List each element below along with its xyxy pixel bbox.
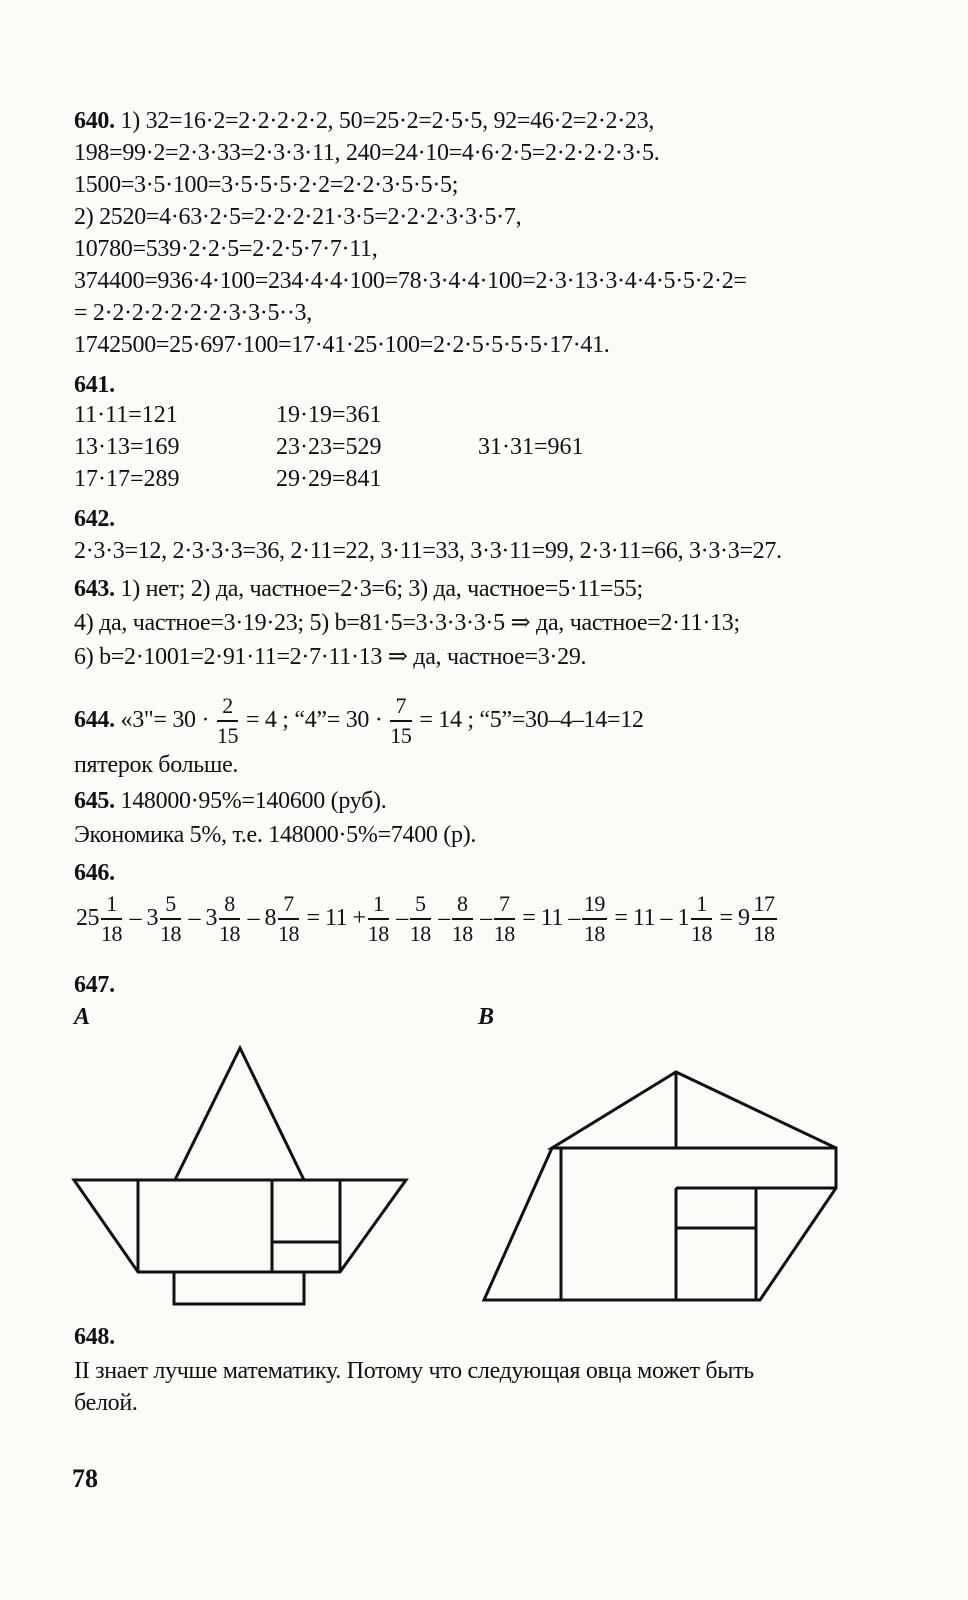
fraction-denominator: 18 [101, 921, 122, 947]
operator: = 11 + [306, 905, 366, 931]
operator: – [396, 905, 408, 931]
problem-642-number: 642. [74, 506, 115, 532]
problem-640-line-7: = 2·2·2·2·2·2·2·3·3·5··3, [74, 300, 312, 326]
problem-648-number: 648. [74, 1324, 115, 1350]
operator: – 3 [129, 905, 158, 931]
figure-a-hull [74, 1180, 406, 1272]
operator: – 3 [188, 905, 217, 931]
fraction-denominator: 18 [409, 921, 431, 947]
fraction-denominator: 18 [583, 921, 605, 947]
fraction-denominator: 18 [753, 921, 775, 947]
fraction-numerator: 5 [410, 893, 431, 920]
problem-641-cell: 17·17=289 [74, 466, 180, 492]
fraction-denominator: 15 [216, 723, 239, 749]
fraction-numerator: 5 [160, 893, 181, 920]
fraction-numerator: 1 [101, 893, 122, 920]
fraction-denominator: 18 [691, 921, 712, 947]
problem-640-number: 640. [74, 108, 115, 134]
problem-645-number: 645. [74, 788, 115, 814]
fraction-denominator: 18 [451, 921, 473, 947]
problem-643-text-1: 1) нет; 2) да, частное=2·3=6; 3) да, частное=5·11=55; [114, 576, 643, 602]
problem-645-text-1: 148000·95%=140600 (руб). [114, 788, 387, 814]
fraction-numerator: 2 [217, 695, 238, 722]
fraction-numerator: 1 [691, 893, 712, 920]
fraction-denominator: 18 [219, 921, 240, 947]
operator: – [480, 905, 492, 931]
problem-641-cell: 23·23=529 [276, 434, 382, 460]
problem-640-line-4: 2) 2520=4·63·2·5=2·2·2·21·3·5=2·2·2·3·3·5·7, [74, 204, 522, 230]
operator: = 11 – [522, 905, 580, 931]
problem-640-line-5: 10780=539·2·2·5=2·2·5·7·7·11, [74, 236, 378, 262]
fraction-numerator: 7 [494, 893, 515, 920]
problem-643-line-3: 6) b=2·1001=2·91·11=2·7·11·13 ⇒ да, частное=3·29. [74, 644, 587, 670]
operator: – 8 [247, 905, 276, 931]
problem-644-line-2: пятерок больше. [74, 752, 239, 778]
problem-641-number: 641. [74, 372, 115, 398]
problem-648-line-2: белой. [74, 1390, 138, 1416]
problem-640-line-3: 1500=3·5·100=3·5·5·5·2·2=2·2·3·5·5·5; [74, 172, 459, 198]
figure-a-boat [74, 1048, 406, 1304]
problem-644-text-1: «3"= 30 · [114, 707, 210, 733]
operator: – [438, 905, 450, 931]
fraction-numerator: 8 [219, 893, 240, 920]
problem-640-line-2: 198=99·2=2·3·33=2·3·3·11, 240=24·10=4·6·2·5=2·2·2·2·3·5. [74, 140, 660, 166]
problem-644-text-3: = 14 ; “5”=30–4–14=12 [419, 707, 644, 733]
problem-647-number: 647. [74, 972, 115, 998]
figure-b-house [484, 1072, 836, 1300]
problem-640-line-6: 374400=936·4·100=234·4·4·100=78·3·4·4·100=2·3·13·3·4·4·5·5·2·2= [74, 268, 747, 294]
problem-643-number: 643. [74, 576, 115, 602]
problem-641-cell: 29·29=841 [276, 466, 382, 492]
problem-642-line-1: 2·3·3=12, 2·3·3·3=36, 2·11=22, 3·11=33, 3·3·11=99, 2·3·11=66, 3·3·3=27. [74, 538, 782, 564]
fraction-denominator: 15 [390, 723, 412, 749]
fraction-numerator: 17 [752, 893, 777, 920]
problem-641-cell: 11·11=121 [74, 402, 178, 428]
figure-b-body [484, 1148, 836, 1300]
fraction-denominator: 18 [278, 921, 299, 947]
figure-b-roof [552, 1072, 836, 1148]
fraction-denominator: 18 [160, 921, 181, 947]
fraction-denominator: 18 [493, 921, 515, 947]
figure-a-sail [175, 1048, 304, 1180]
problem-640-text-1: 1) 32=16·2=2·2·2·2·2, 50=25·2=2·5·5, 92=46·2=2·2·23, [114, 108, 655, 134]
whole-part: 25 [76, 905, 99, 931]
problem-645-line-2: Экономика 5%, т.е. 148000·5%=7400 (р). [74, 822, 477, 848]
problem-640-line-8: 1742500=25·697·100=17·41·25·100=2·2·5·5·5·5·17·41. [74, 332, 610, 358]
problem-641-cell: 19·19=361 [276, 402, 382, 428]
fraction-numerator: 8 [452, 893, 473, 920]
figure-a-label: A [74, 1004, 91, 1030]
problem-644-number: 644. [74, 707, 115, 733]
operator: = 11 – 1 [614, 905, 689, 931]
fraction-numerator: 1 [368, 893, 389, 920]
problem-641-cell: 13·13=169 [74, 434, 180, 460]
problem-646-number: 646. [74, 860, 115, 886]
figure-b-label: B [478, 1004, 495, 1030]
problem-641-cell: 31·31=961 [478, 434, 584, 460]
problem-648-line-1: II знает лучше математику. Потому что следующая овца может быть [74, 1358, 754, 1384]
fraction-numerator: 7 [390, 695, 411, 722]
problem-644-text-2: = 4 ; “4”= 30 · [245, 707, 383, 733]
fraction-numerator: 19 [582, 893, 607, 920]
figure-a-keel [174, 1272, 304, 1304]
page-number: 78 [72, 1464, 98, 1493]
fraction-numerator: 7 [278, 893, 299, 920]
operator: = 9 [719, 905, 750, 931]
problem-643-line-2: 4) да, частное=3·19·23; 5) b=81·5=3·3·3·3·5 ⇒ да, частное=2·11·13; [74, 610, 740, 636]
fraction-denominator: 18 [367, 921, 389, 947]
